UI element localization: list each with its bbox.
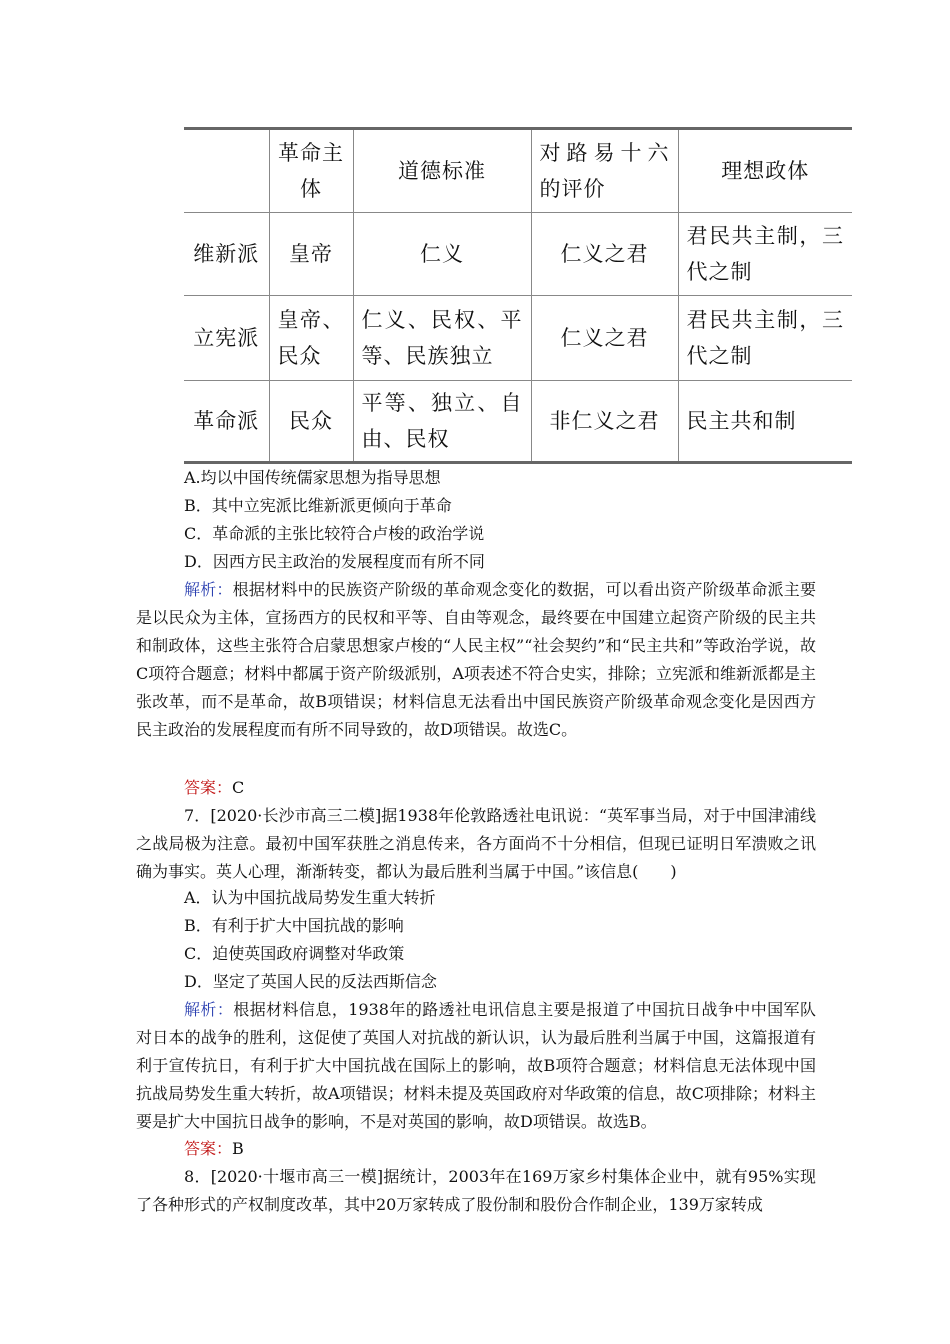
table-row [184, 213, 852, 296]
q7-analysis [136, 996, 816, 1136]
answer-label: 答案： [184, 1139, 233, 1158]
q7-option-b: B．有利于扩大中国抗战的影响 [184, 916, 404, 935]
q6-answer [184, 774, 244, 802]
table-row [184, 381, 852, 463]
table-cell: 皇帝、民众 [269, 296, 353, 381]
table-header-cell: 道德标准 [353, 129, 531, 213]
q7-option-c: C．迫使英国政府调整对华政策 [184, 944, 405, 963]
revolution-concepts-table [184, 127, 852, 464]
q6-analysis [136, 576, 816, 744]
analysis-label: 解析： [184, 580, 233, 599]
q7-option-d: D．坚定了英国人民的反法西斯信念 [184, 972, 437, 991]
table-cell: 仁义 [353, 213, 531, 296]
table-cell: 非仁义之君 [531, 381, 678, 463]
table-header-row [184, 129, 852, 213]
table-cell: 皇帝 [269, 213, 353, 296]
q7-answer [184, 1135, 244, 1163]
q6-option-a: A.均以中国传统儒家思想为指导思想 [184, 468, 441, 487]
analysis-label: 解析： [184, 1000, 234, 1019]
table-cell: 仁义之君 [531, 296, 678, 381]
q6-option-c: C．革命派的主张比较符合卢梭的政治学说 [184, 524, 485, 543]
table-row [184, 296, 852, 381]
table-header-cell: 理想政体 [678, 129, 852, 213]
table-header-cell [184, 129, 269, 213]
q8-stem: 8．[2020·十堰市高三一模]据统计，2003年在169万家乡村集体企业中，就有95%实现了各种形式的产权制度改革，其中20万家转成了股份制和股份合作制企业，139万家转成 [136, 1167, 816, 1214]
table-cell: 君民共主制，三代之制 [678, 213, 852, 296]
table-cell: 平等、独立、自由、民权 [353, 381, 531, 463]
analysis-text: 根据材料信息，1938年的路透社电讯信息主要是报道了中国抗日战争中中国军队对日本的战争的胜利，这促使了英国人对抗战的新认识，认为最后胜利当属于中国，这篇报道有利于宣传抗日，有利于扩大中国抗战在国际上的影响，故B项符合题意；材料信息无法体现中国抗战局势发生重大转折，故A项错误；材料未提及英国政府对华政策的信息，故C项排除；材料主要是扩大中国抗日战争的影响，不是对英国的影响，故D项错误。故选B。 [136, 1000, 816, 1131]
table-header-cell: 革命主体 [269, 129, 353, 213]
table-cell: 君民共主制，三代之制 [678, 296, 852, 381]
table-cell: 仁义之君 [531, 213, 678, 296]
table-cell: 立宪派 [184, 296, 269, 381]
analysis-text: 根据材料中的民族资产阶级的革命观念变化的数据，可以看出资产阶级革命派主要是以民众为主体，宣扬西方的民权和平等、自由等观念，最终要在中国建立起资产阶级的民主共和制政体，这些主张符合启蒙思想家卢梭的“人民主权”“社会契约”和“民主共和”等政治学说，故C项符合题意；材料中都属于资产阶级派别，A项表述不符合史实，排除；立宪派和维新派都是主张改革，而不是革命，故B项错误；材料信息无法看出中国民族资产阶级革命观念变化是因西方民主政治的发展程度而有所不同导致的，故D项错误。故选C。 [136, 580, 816, 739]
table-cell: 民主共和制 [678, 381, 852, 463]
q7-option-a: A．认为中国抗战局势发生重大转折 [184, 888, 436, 907]
table-cell: 维新派 [184, 213, 269, 296]
answer-value: C [232, 778, 245, 797]
q6-option-d: D．因西方民主政治的发展程度而有所不同 [184, 552, 485, 571]
table-cell: 仁义、民权、平等、民族独立 [353, 296, 531, 381]
answer-value: B [232, 1139, 244, 1158]
table-cell: 民众 [269, 381, 353, 463]
table-cell: 革命派 [184, 381, 269, 463]
q6-option-b: B．其中立宪派比维新派更倾向于革命 [184, 496, 452, 515]
q7-stem: 7．[2020·长沙市高三二模]据1938年伦敦路透社电讯说：“英军事当局，对于中国津浦线之战局极为注意。最初中国军获胜之消息传来，各方面尚不十分相信，但现已证明日军溃败之讯确为事实。英人心理，渐渐转变，都认为最后胜利当属于中国。”该信息( ) [136, 806, 816, 881]
answer-label: 答案： [184, 778, 233, 797]
table-header-cell: 对路易十六的评价 [531, 129, 678, 213]
